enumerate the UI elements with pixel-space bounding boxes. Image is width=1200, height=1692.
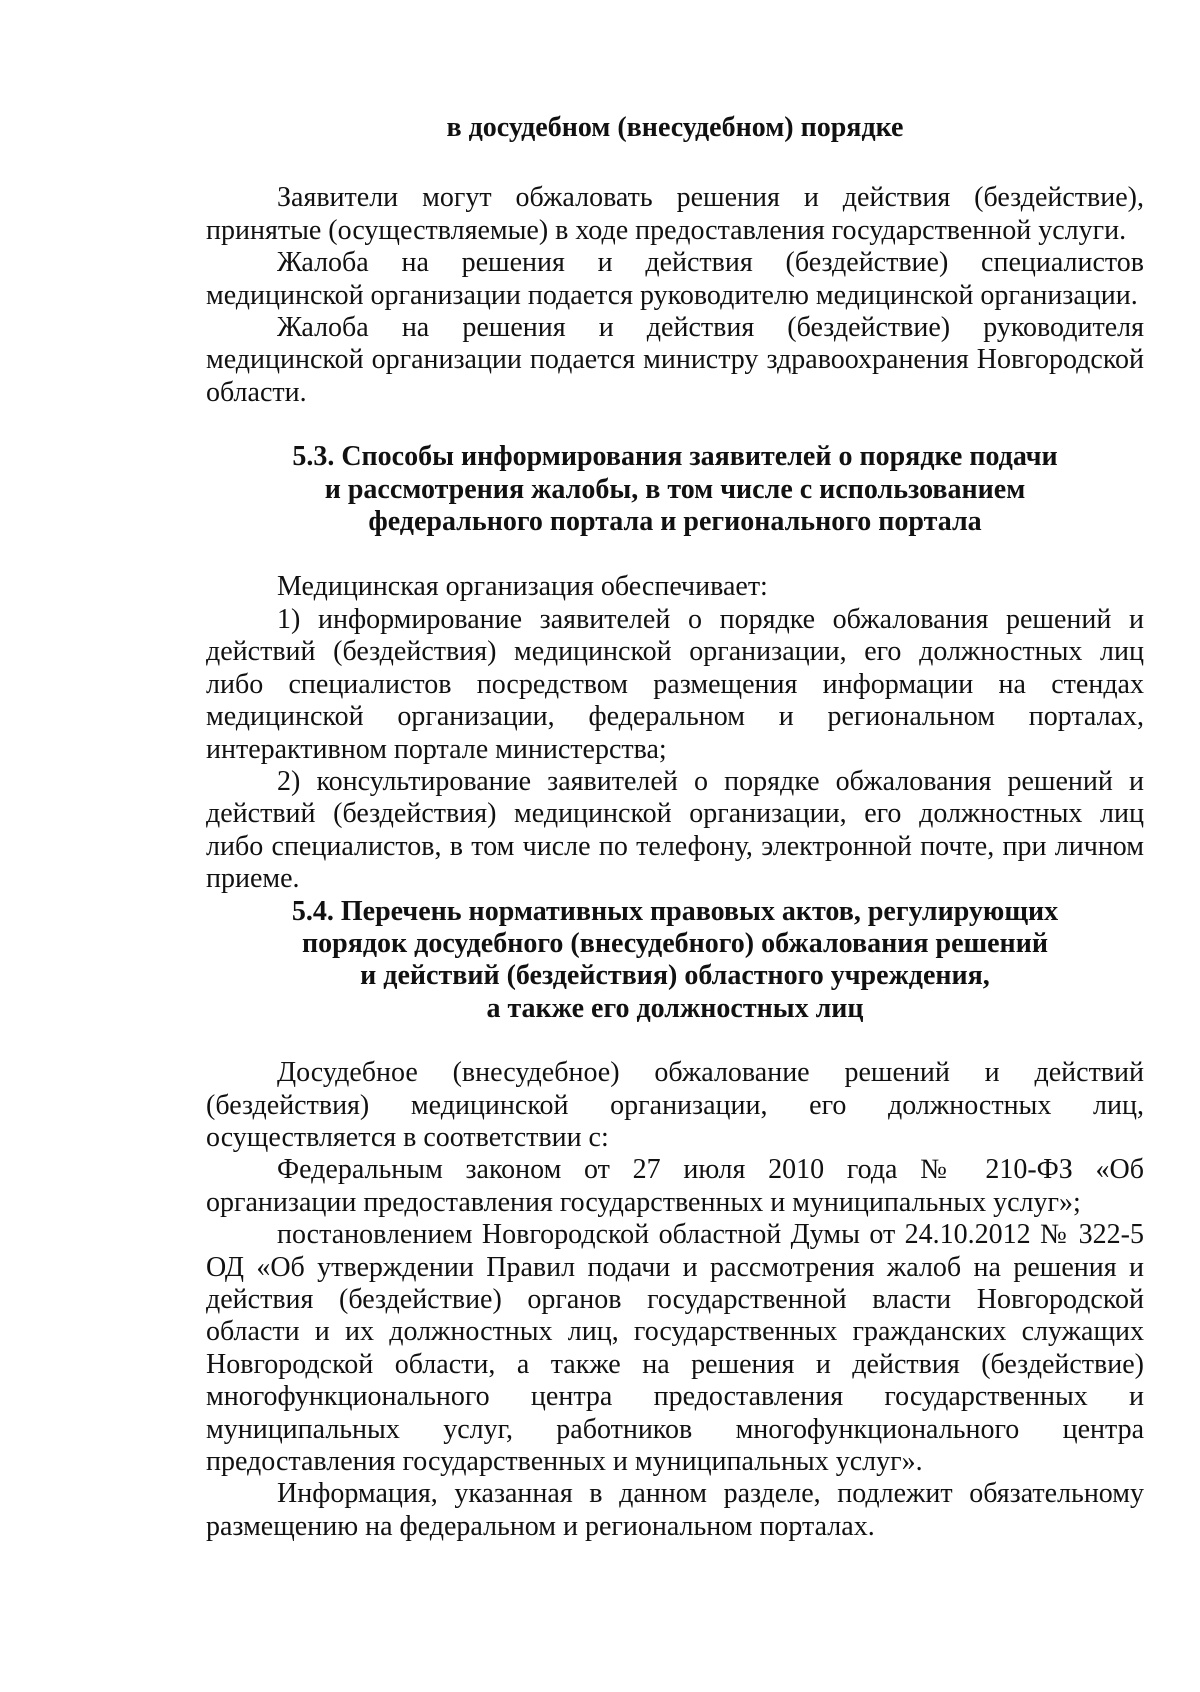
paragraph: Информация, указанная в данном разделе, подлежит обязательному размещению на федеральном и региональном порталах. <box>206 1478 1144 1542</box>
paragraph: 1) информирование заявителей о порядке обжалования решений и действий (бездействия) медицинской организации, его должностных лиц либо специалистов посредством размещения информации на стендах медицинской организации, федеральном и региональном порталах, интерактивном портале министерства; <box>206 603 1144 765</box>
paragraph: Жалоба на решения и действия (бездействие) руководителя медицинской организации подается министру здравоохранения Новгородской области. <box>206 312 1144 408</box>
heading-line: и рассмотрения жалобы, в том числе с использованием <box>324 473 1026 505</box>
heading-line: порядок досудебного (внесудебного) обжалования решений <box>302 927 1048 959</box>
paragraph: Заявители могут обжаловать решения и действия (бездействие), принятые (осуществляемые) в ходе предоставления государственной услуги. <box>206 182 1144 246</box>
section-heading-continuation: в досудебном (внесудебном) порядке <box>446 112 904 143</box>
document-page <box>206 112 1144 1543</box>
paragraph: Жалоба на решения и действия (бездействие) специалистов медицинской организации подается руководителю медицинской организации. <box>206 247 1144 311</box>
heading-line: и действий (бездействия) областного учреждения, <box>360 960 990 992</box>
heading-line: 5.3. Способы информирования заявителей о порядке подачи <box>292 441 1058 473</box>
paragraph: постановлением Новгородской областной Думы от 24.10.2012 № 322-5 ОД «Об утверждении Правил подачи и рассмотрения жалоб на решения и действия (бездействие) органов государственной власти Новгородской области и их должностных лиц, государственных гражданских служащих Новгородской области, а также на решения и действия (бездействие) многофункционального центра предоставления государственных и муниципальных услуг, работников многофункционального центра предоставления государственных и муниципальных услуг». <box>206 1219 1144 1478</box>
heading-line: федерального портала и регионального портала <box>368 506 982 538</box>
heading-line: а также его должностных лиц <box>486 992 864 1024</box>
section-heading-5-4 <box>206 896 1144 1026</box>
paragraph: Федеральным законом от 27 июля 2010 года № 210-ФЗ «Об организации предоставления государственных и муниципальных услуг»; <box>206 1154 1144 1218</box>
paragraph: 2) консультирование заявителей о порядке обжалования решений и действий (бездействия) медицинской организации, его должностных лиц либо специалистов, в том числе по телефону, электронной почте, при личном приеме. <box>206 765 1144 895</box>
paragraph: Медицинская организация обеспечивает: <box>277 571 768 603</box>
heading-line: 5.4. Перечень нормативных правовых актов, регулирующих <box>291 895 1059 927</box>
paragraph: Досудебное (внесудебное) обжалование решений и действий (бездействия) медицинской организации, его должностных лиц, осуществляется в соответствии с: <box>206 1057 1144 1153</box>
section-heading-5-3 <box>206 441 1144 538</box>
